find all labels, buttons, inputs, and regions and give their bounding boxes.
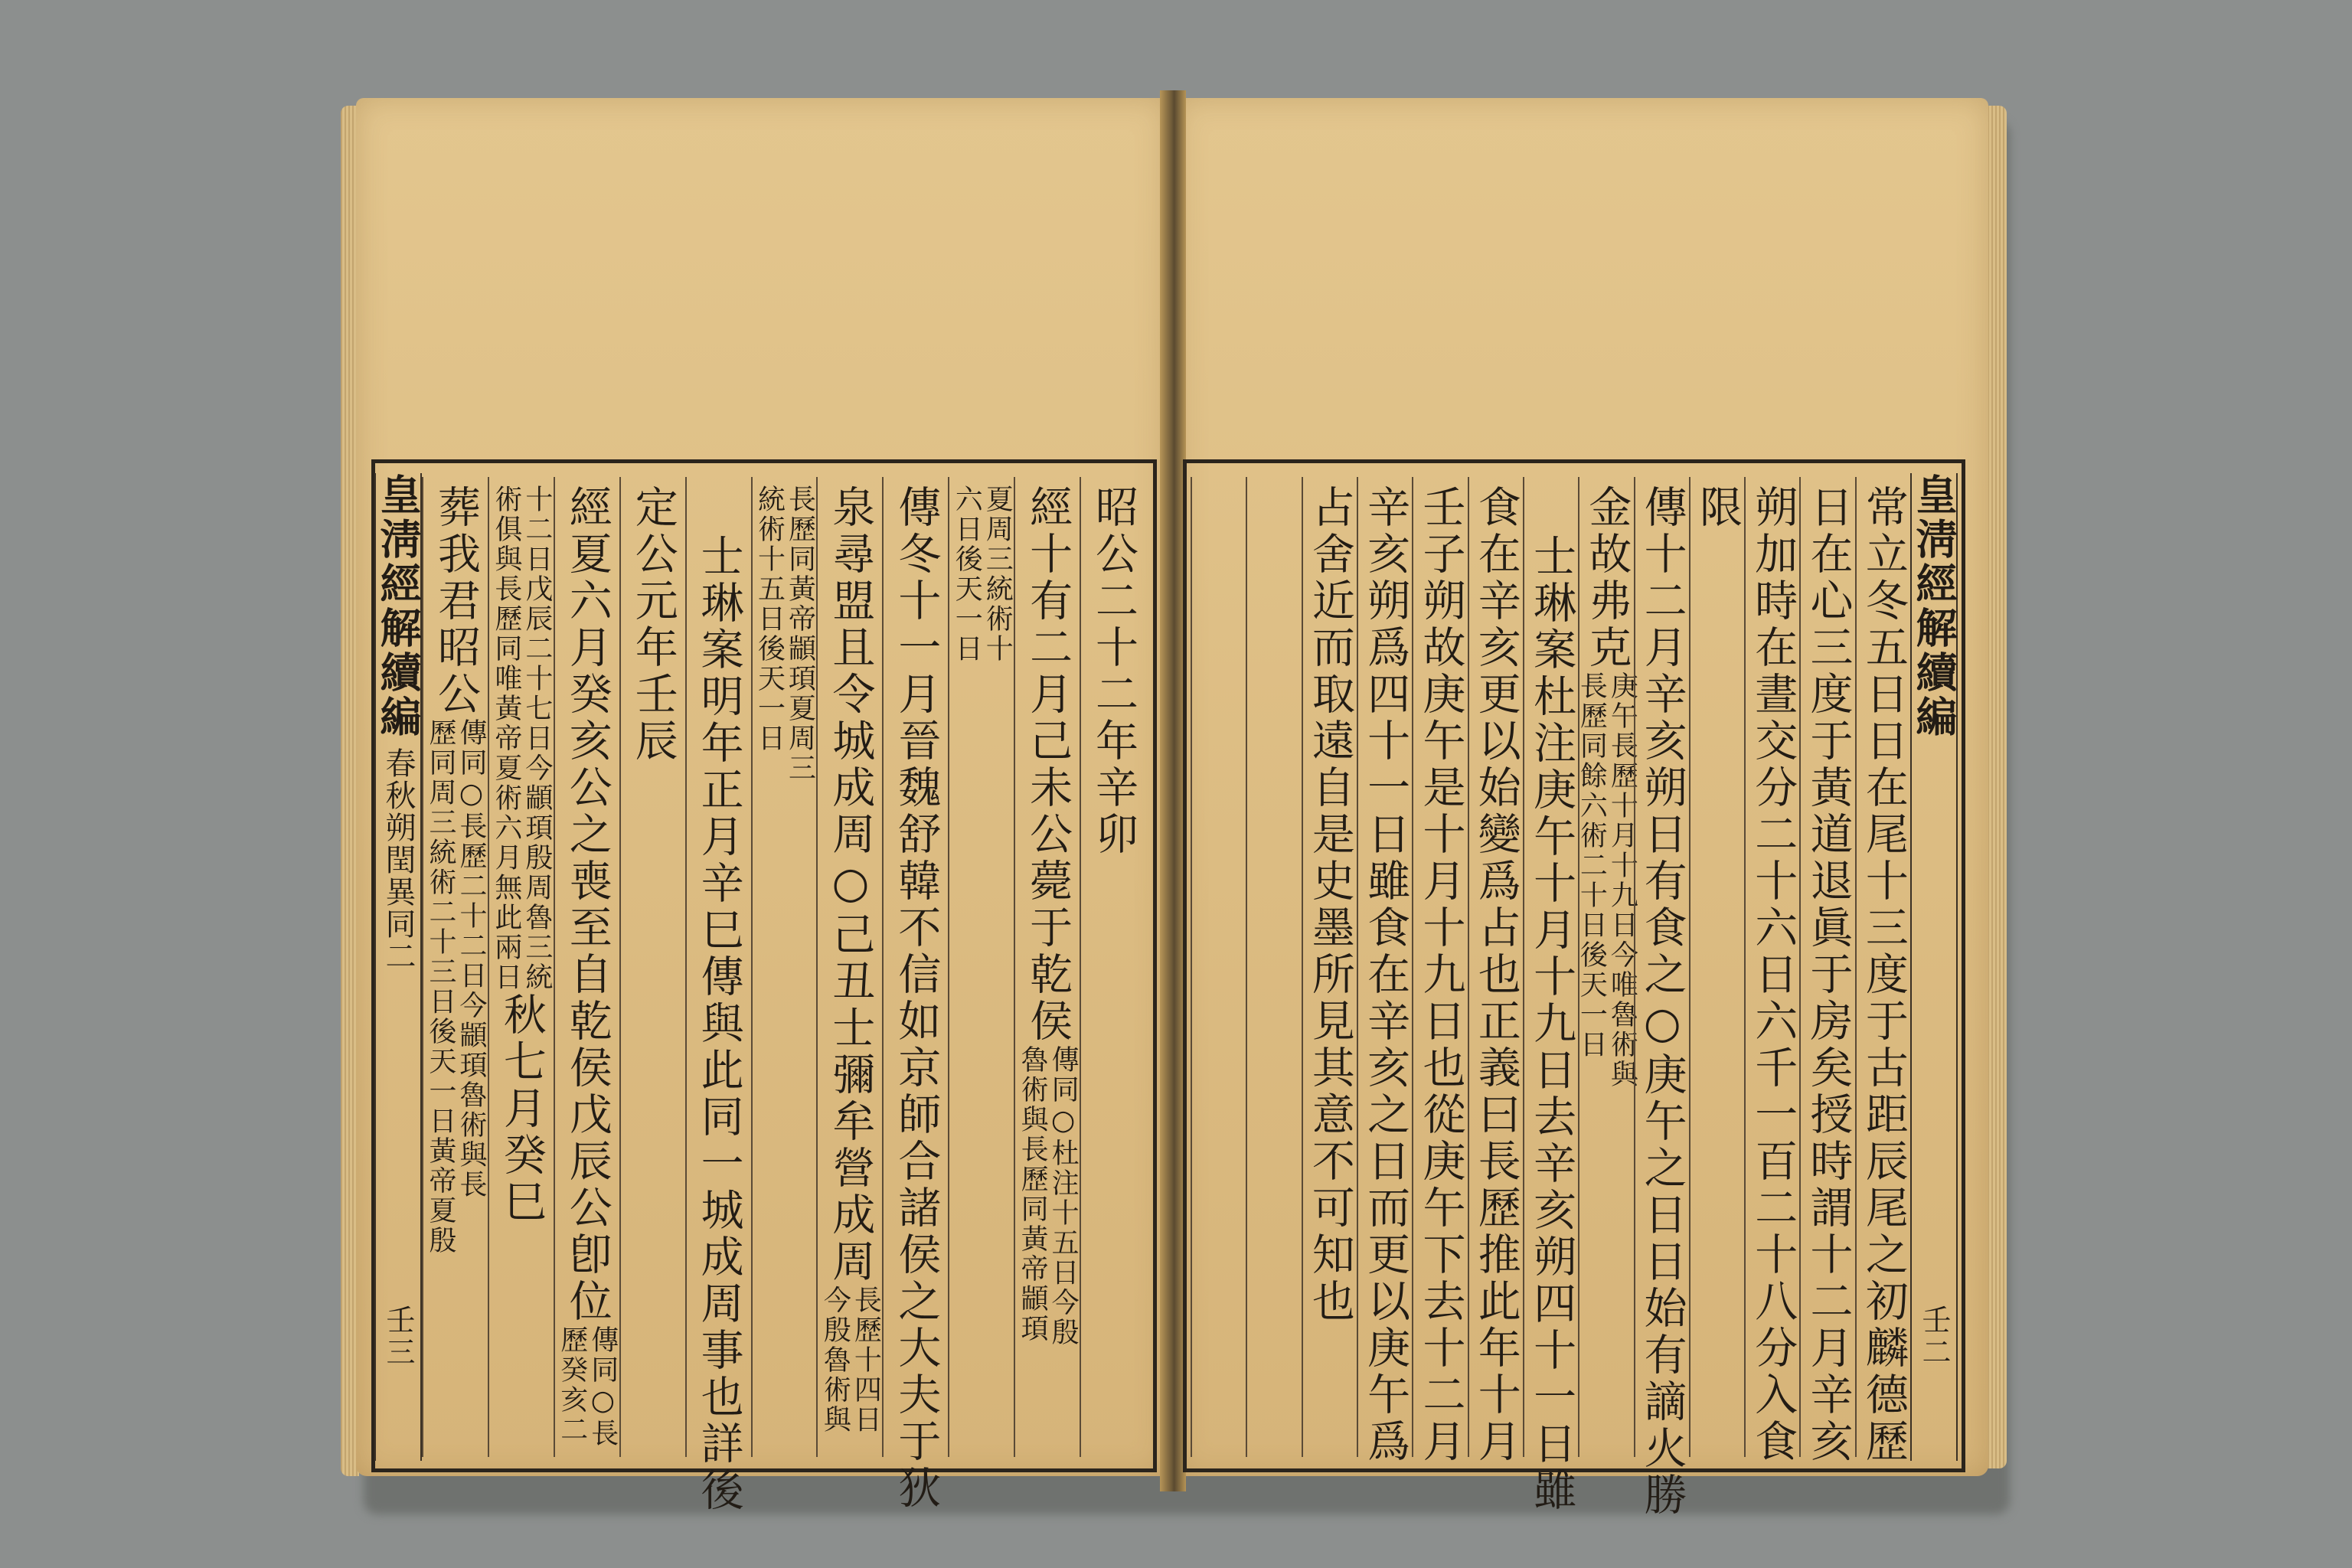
right-text-column [1689, 477, 1744, 1457]
right-text-column [1855, 477, 1910, 1465]
note-text: 歷癸亥二 [556, 1325, 588, 1445]
left-margin-subtitle: 春秋朔閏異同二 [381, 747, 416, 972]
main-text: 葬我君昭公 [430, 485, 481, 718]
main-text: 秋七月癸巳 [496, 992, 547, 1226]
interlinear-note [557, 1325, 617, 1449]
main-text: 常立冬五日日在尾十三度于古距辰尾之初麟德歷 [1858, 485, 1909, 1465]
main-text: 限 [1692, 485, 1743, 531]
left-text-column [1014, 477, 1080, 1457]
main-text: 金故弗克 [1582, 485, 1632, 671]
main-text: 士琳案明年正月辛巳傳與此同一城成周事也詳後 [694, 534, 744, 1514]
main-text: 食在辛亥更以始變爲占也正義曰長歷推此年十月 [1471, 485, 1521, 1465]
right-margin-column [1910, 473, 1958, 1461]
interlinear-note [951, 485, 1014, 664]
main-text: 經夏六月癸亥公之喪至自乾侯戊辰公卽位 [562, 485, 612, 1325]
note-text: 庚午長歷十月十九日今唯魯術與 [1606, 671, 1638, 1089]
interlinear-note [1576, 671, 1636, 1089]
main-text: 傳冬十一月晉魏舒韓不信如京師合諸侯之大夫于狄 [891, 485, 942, 1512]
note-text: 傳同○長 [586, 1325, 619, 1449]
section-heading: 昭公二十二年辛卯 [1089, 485, 1139, 858]
main-text: 辛亥朔爲四十一日雖食在辛亥之日而更以庚午爲 [1361, 485, 1411, 1465]
left-text-column [948, 477, 1014, 1457]
note-text: 十二日戊辰二十七日今顓頊殷周魯三統 [521, 485, 553, 992]
interlinear-note [492, 485, 551, 992]
right-text-columns [1191, 477, 1910, 1519]
left-text-columns [422, 477, 1145, 1514]
interlinear-note [755, 485, 815, 783]
left-text-column [751, 477, 817, 1457]
left-text-column [882, 477, 948, 1512]
main-text: 壬子朔故庚午是十月十九日也從庚午下去十二月 [1416, 485, 1466, 1465]
right-text-column [1191, 477, 1246, 1457]
interlinear-note [820, 1285, 880, 1435]
right-text-column [1523, 477, 1578, 1514]
main-text: 朔加時在晝交分二十六日六千一百二十八分入食 [1748, 485, 1798, 1465]
main-text: 傳十二月辛亥朔日有食之○庚午之日日始有謫火勝 [1637, 485, 1687, 1519]
note-text: 傳同○長歷二十二日今顓頊魯術與長 [455, 718, 487, 1200]
left-page-number: 壬三 [381, 1305, 415, 1369]
note-text: 六日後天一日 [951, 485, 983, 664]
left-text-column [554, 477, 619, 1457]
open-book [341, 90, 2002, 1519]
page-stack-right [1985, 106, 2007, 1468]
right-text-column [1246, 477, 1301, 1457]
right-text-column [1468, 477, 1523, 1465]
right-text-column [1576, 477, 1638, 1457]
section-heading: 定公元年壬辰 [628, 485, 678, 765]
left-text-column [422, 477, 488, 1457]
left-text-column [1080, 477, 1145, 1457]
left-text-column [685, 477, 751, 1514]
right-text-column [1302, 477, 1357, 1457]
right-page-number: 壬二 [1917, 1305, 1951, 1369]
note-text: 歷同周三統術二十三日後天一日黃帝夏殷 [424, 718, 456, 1256]
left-margin-column [374, 473, 422, 1461]
left-text-column [816, 477, 882, 1457]
note-text: 傳同○杜注十五日今殷 [1047, 1045, 1080, 1348]
left-margin-title: 皇淸經解續編 [374, 473, 423, 740]
note-text: 長歷同黃帝顓頊夏周三 [784, 485, 816, 783]
interlinear-note [426, 718, 485, 1256]
main-text: 泉尋盟且令城成周○己丑士彌牟營成周 [825, 485, 876, 1285]
right-margin-title: 皇淸經解續編 [1909, 473, 1958, 740]
right-text-column [1744, 477, 1799, 1465]
note-text: 統術十五日後天一日 [753, 485, 786, 753]
left-text-column [488, 477, 554, 1457]
right-text-column [1357, 477, 1412, 1465]
book-gutter [1160, 90, 1186, 1491]
main-text: 日在心三度于黃道退眞于房矣授時謂十二月辛亥 [1803, 485, 1854, 1465]
note-text: 夏周三統術十 [982, 485, 1014, 664]
right-text-column [1634, 477, 1689, 1519]
main-text: 士琳案杜注庚午十月十九日去辛亥朔四十一日雖 [1527, 534, 1577, 1514]
note-text: 術俱與長歷同唯黃帝夏術六月無此兩日 [490, 485, 522, 992]
right-text-column [1412, 477, 1467, 1465]
main-text: 經十有二月己未公薨于乾侯 [1023, 485, 1073, 1045]
note-text: 魯術與長歷同黃帝顓頊 [1017, 1045, 1049, 1344]
left-text-column [619, 477, 685, 1457]
note-text: 今殷魯術與 [819, 1285, 851, 1435]
note-text: 長歷同餘六術二十日後天一日 [1576, 671, 1608, 1060]
right-text-column [1799, 477, 1854, 1465]
note-text: 長歷十四日 [850, 1285, 882, 1435]
interlinear-note [1017, 1045, 1080, 1348]
main-text: 占舍近而取遠自是史墨所見其意不可知也 [1305, 485, 1355, 1325]
